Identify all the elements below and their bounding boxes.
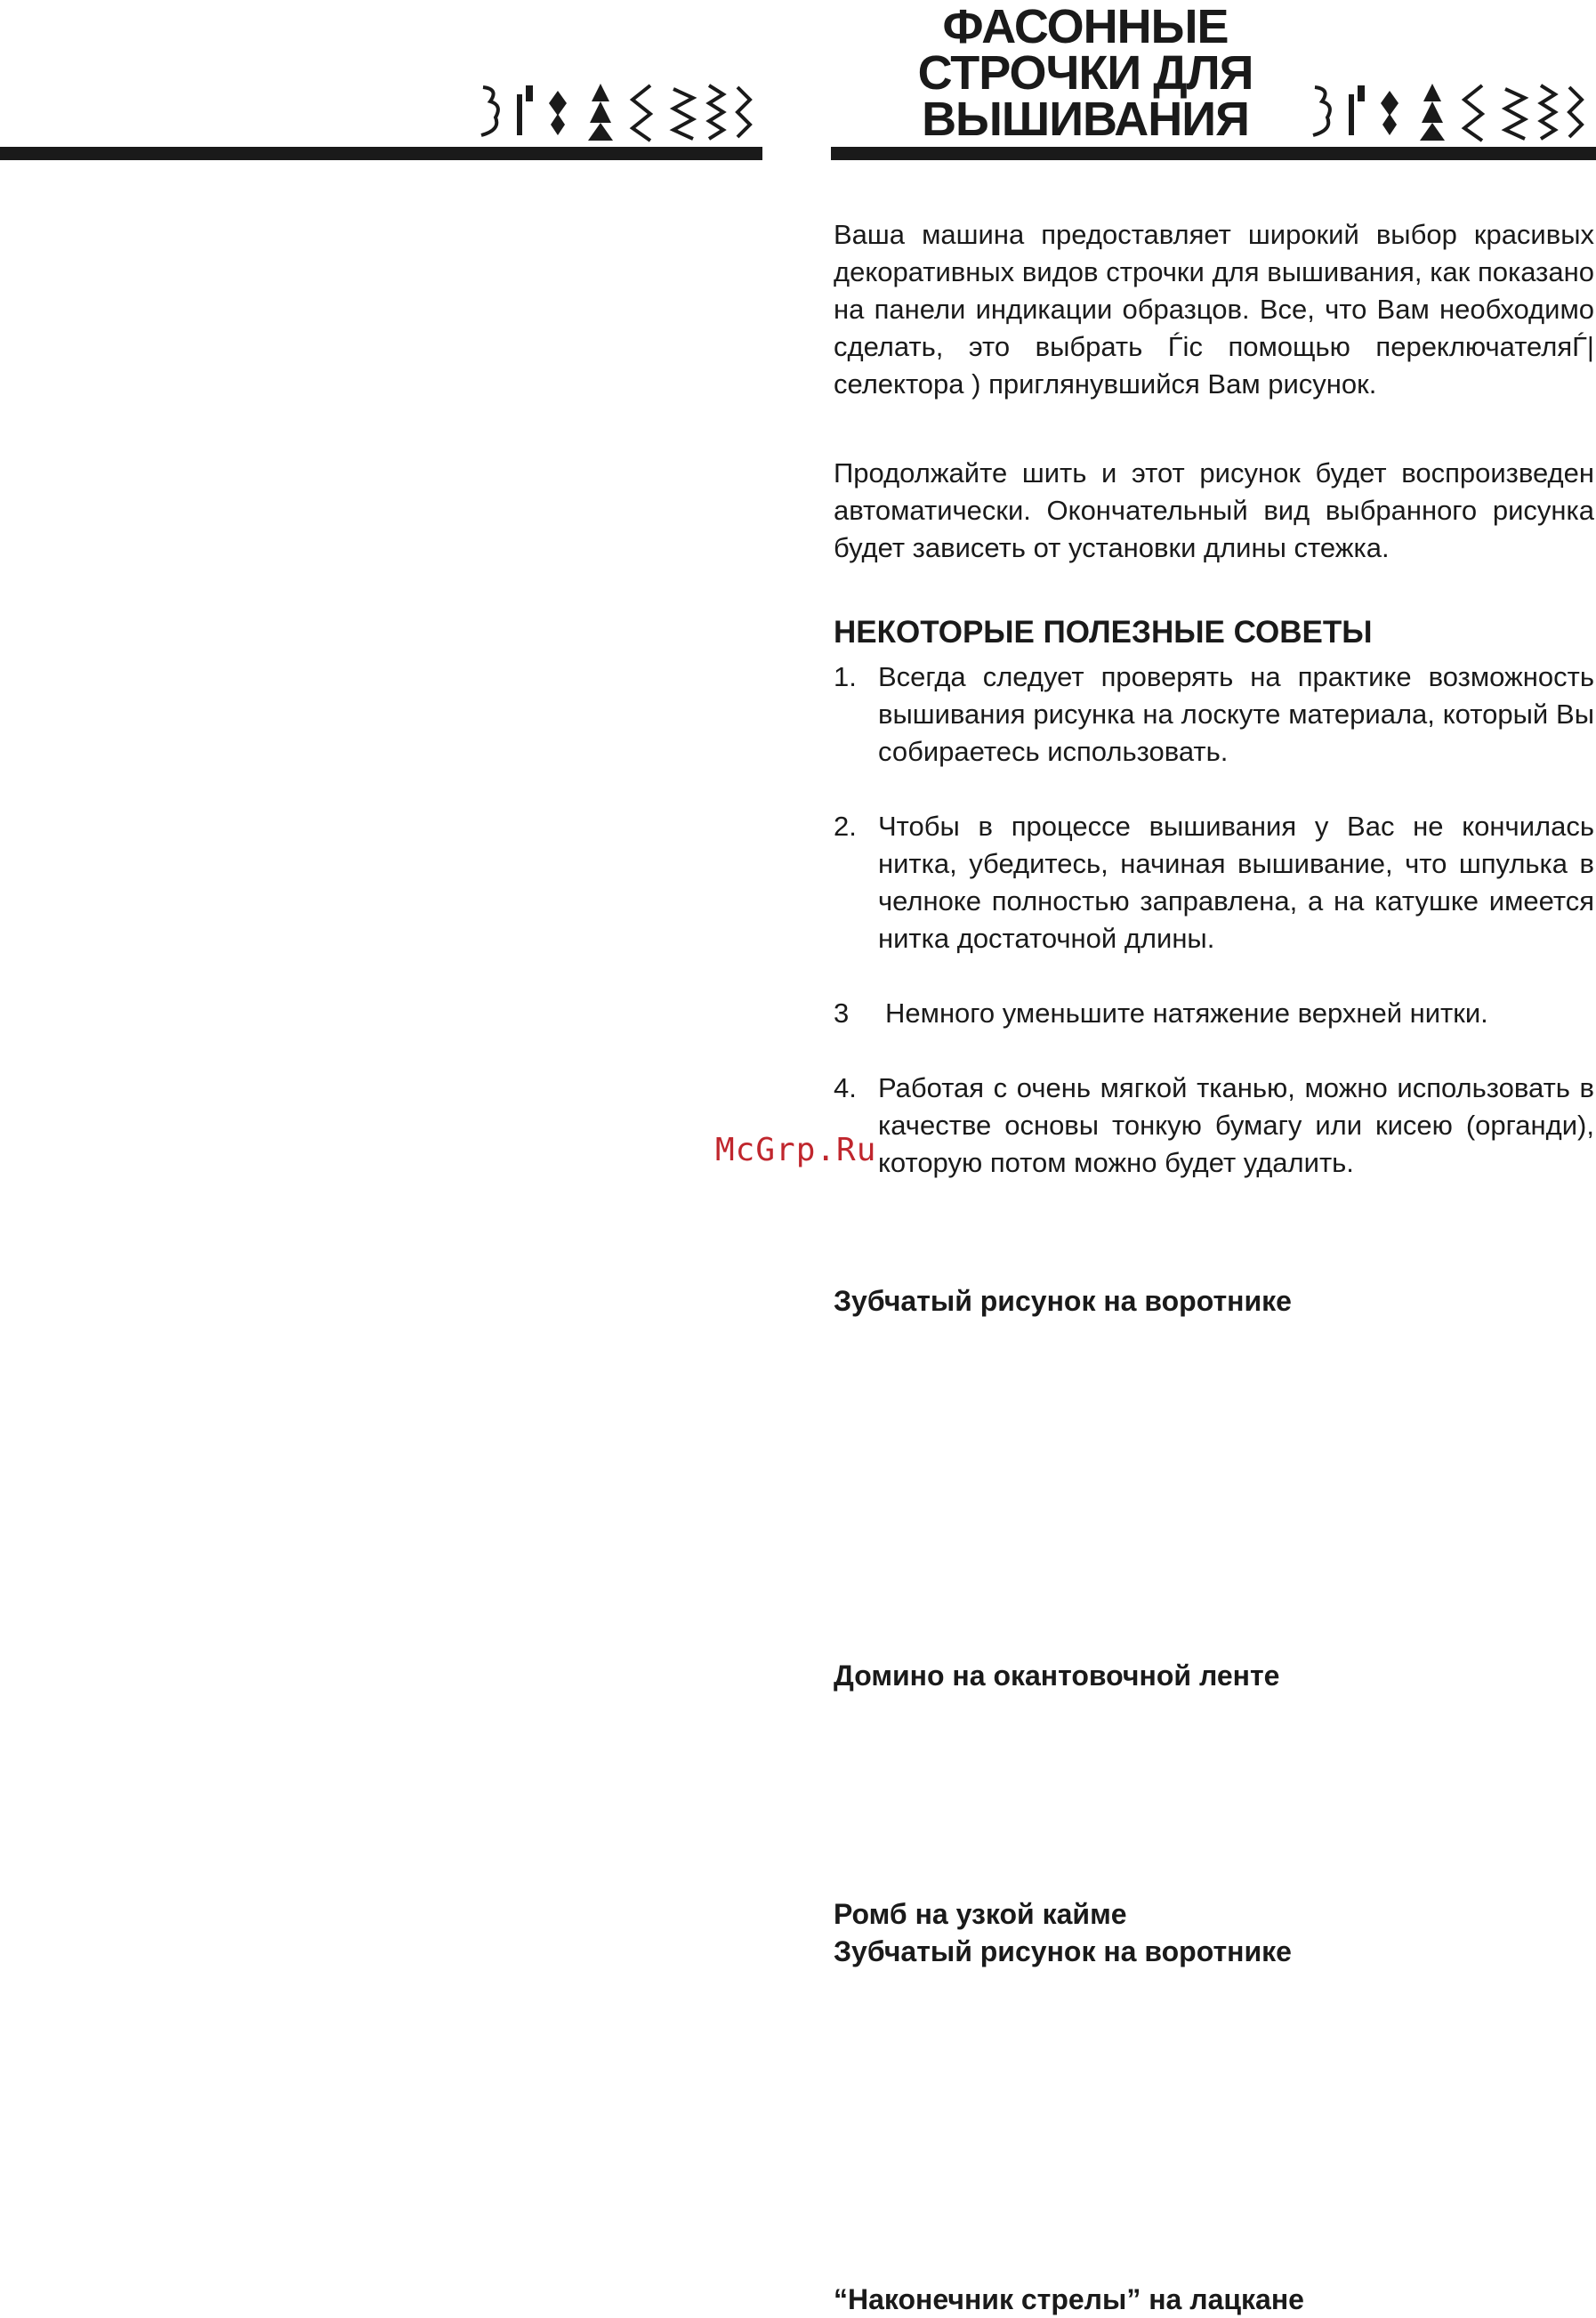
- title-line-1: ФАСОННЫЕ: [942, 0, 1229, 53]
- tip-text: Немного уменьшите натяжение верхней нитки.: [885, 997, 1488, 1029]
- tip-number: 1.: [834, 661, 857, 692]
- intro-section: [834, 216, 1594, 403]
- watermark: McGrp.Ru: [715, 1132, 877, 1168]
- tip-text: Всегда следует проверять на практике возможность вышивания рисунка на лоскуте материала, который Вы собираетесь использовать.: [878, 661, 1594, 767]
- page-title: [890, 0, 1281, 146]
- title-line-3: ВЫШИВАНИЯ: [922, 93, 1249, 146]
- tips-heading: НЕКОТОРЫЕ ПОЛЕЗНЫЕ СОВЕТЫ: [834, 615, 1373, 650]
- intro-paragraph-2: Продолжайте шить и этот рисунок будет воспроизведен автоматически. Окончательный вид выбранного рисунка будет зависеть от установки длины стежка.: [834, 457, 1594, 563]
- caption-scalloped-collar-2: Зубчатый рисунок на воротнике: [834, 1935, 1292, 1967]
- tip-number: 4.: [834, 1072, 857, 1103]
- caption-domino-binding: Домино на окантовочной ленте: [834, 1660, 1280, 1692]
- title-line-2: СТРОЧКИ ДЛЯ: [917, 46, 1253, 100]
- tip-number: 3: [834, 997, 850, 1029]
- caption-arrowhead-lapel: “Наконечник стрелы” на лацкане: [834, 2283, 1304, 2315]
- header-rule-right: [831, 147, 1596, 160]
- caption-scalloped-collar: Зубчатый рисунок на воротнике: [834, 1285, 1292, 1317]
- tip-text: Работая с очень мягкой тканью, можно использовать в качестве основы тонкую бумагу или кисею (органди), которую потом можно будет удалить.: [878, 1072, 1594, 1178]
- caption-diamond-edge: Ромб на узкой кайме: [834, 1898, 1127, 1930]
- stitch-pattern-icon-left: [476, 78, 761, 146]
- stitch-pattern-icon-right: [1308, 78, 1592, 146]
- intro-paragraph-1: Ваша машина предоставляет широкий выбор красивых декоративных видов строчки для вышивания, как показано на панели индикации образцов. Все, что Вам необходимо сделать, это выбрать Ѓіс помощью переключателяЃ|селектора ) приглянувшийся Вам рисунок.: [834, 219, 1594, 400]
- tip-number: 2.: [834, 811, 857, 842]
- header-rule-left: [0, 147, 762, 160]
- intro-section-2: [834, 455, 1594, 567]
- tip-text: Чтобы в процессе вышивания у Вас не кончилась нитка, убедитесь, начиная вышивание, что шпулька в челноке полностью заправлена, а на катушке имеется нитка достаточной длины.: [878, 811, 1594, 954]
